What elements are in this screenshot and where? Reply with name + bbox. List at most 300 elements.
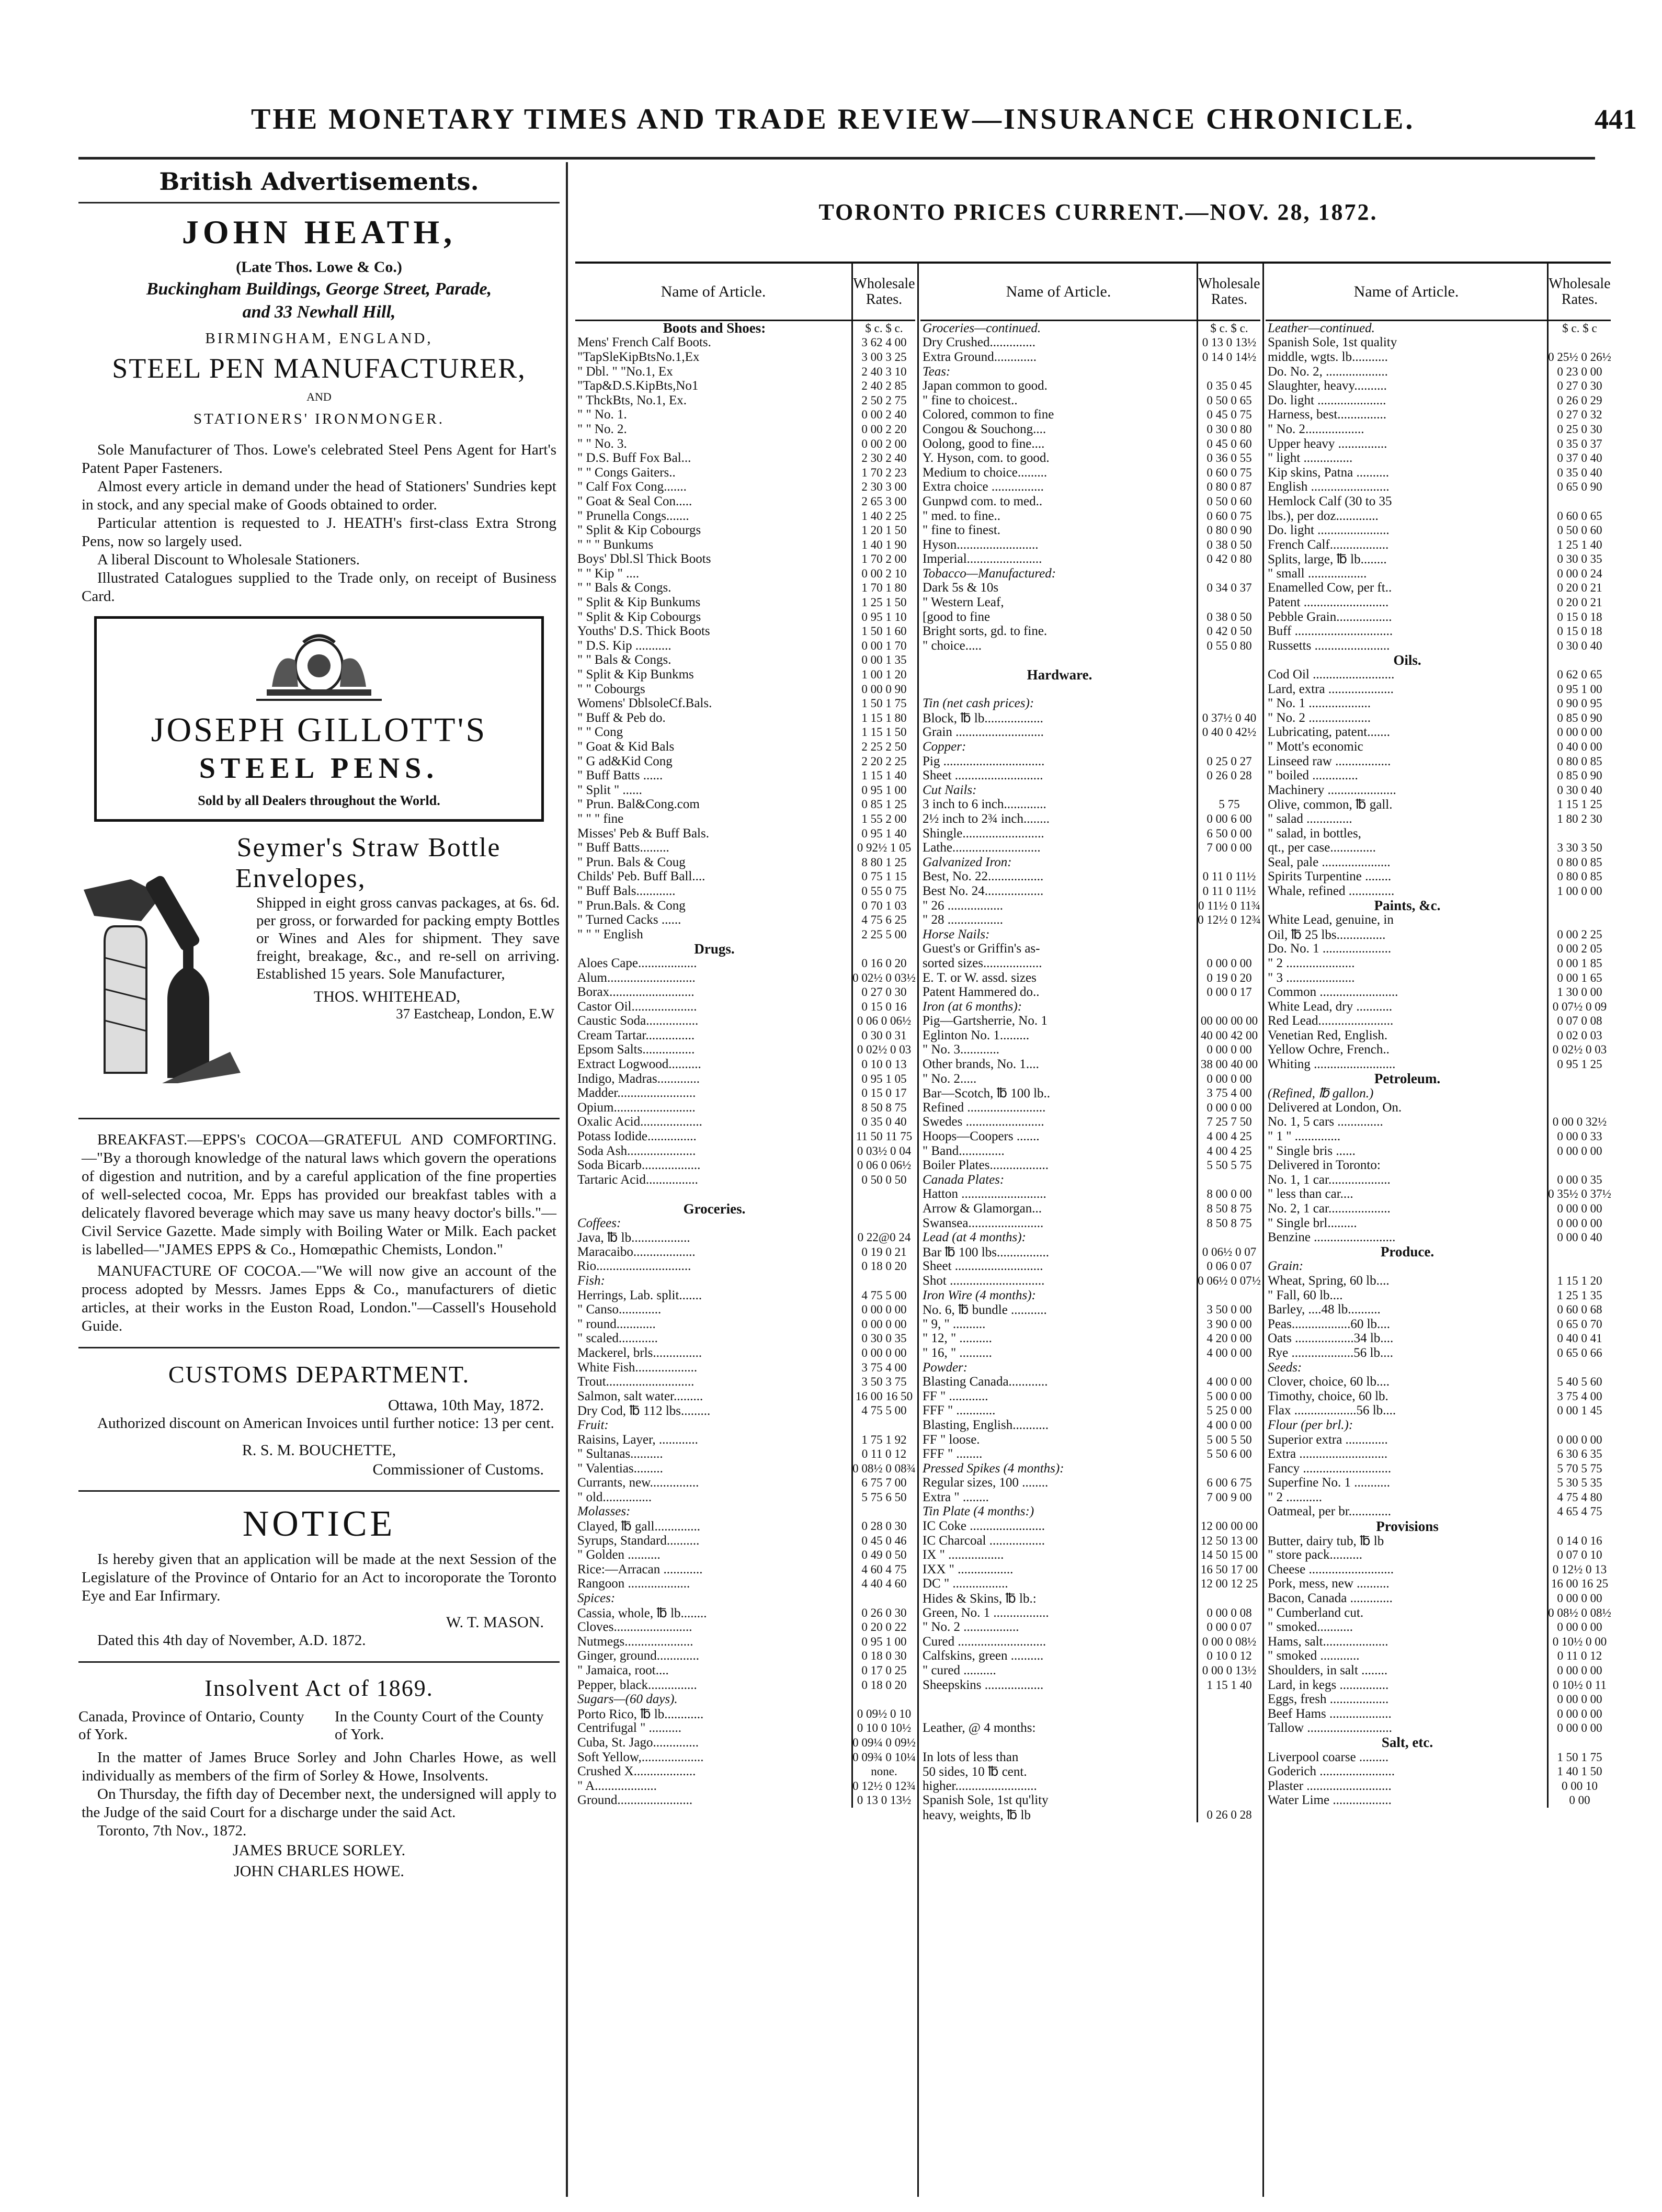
wholesale-rate: 2 25 2 50 xyxy=(851,740,915,754)
wholesale-rate: 0 62 0 65 xyxy=(1547,667,1611,682)
wholesale-rate xyxy=(1197,1288,1260,1303)
wholesale-rate xyxy=(1197,1794,1260,1808)
price-row xyxy=(920,696,1260,711)
customs-body: Authorized discount on American Invoices until further notice: 13 per cent. xyxy=(97,1415,554,1432)
wholesale-rate: 0 10½ 0 11 xyxy=(1547,1678,1611,1693)
wholesale-rate: 0 02½ 0 03 xyxy=(1547,1043,1611,1058)
article-name: " Sultanas.......... xyxy=(577,1447,663,1461)
article-name: Rice:—Arracan ............ xyxy=(577,1562,703,1576)
price-row xyxy=(1266,913,1611,927)
price-row xyxy=(1266,1707,1611,1721)
price-row xyxy=(1266,1216,1611,1231)
article-name: Extra " ........ xyxy=(923,1490,989,1504)
article-name: " " Cong xyxy=(577,725,623,740)
prices-column-1 xyxy=(575,264,915,2197)
price-row xyxy=(1266,1418,1611,1433)
wholesale-rate: 0 45 0 75 xyxy=(1197,408,1260,423)
article-name: Extra Ground............. xyxy=(923,349,1037,364)
article-name: Clayed, ℔ gall.............. xyxy=(577,1519,700,1534)
price-row xyxy=(920,1707,1260,1721)
column-header xyxy=(575,264,915,321)
wholesale-rate: 0 00 2 20 xyxy=(851,422,915,437)
article-name: " No. 2 ................. xyxy=(923,1620,1019,1635)
price-row xyxy=(1266,783,1611,798)
article-name: middle, wgts. lb........... xyxy=(1268,349,1388,364)
wholesale-rate: 0 00 0 00 xyxy=(1197,1072,1260,1086)
price-row xyxy=(575,422,915,437)
price-row xyxy=(575,1000,915,1014)
price-row xyxy=(1266,321,1611,336)
article-name: Ground....................... xyxy=(577,1793,693,1808)
price-row xyxy=(920,408,1260,423)
price-row xyxy=(575,985,915,1000)
wholesale-rate: 0 35 0 45 xyxy=(1197,379,1260,393)
price-row xyxy=(575,1548,915,1562)
price-row xyxy=(1266,393,1611,408)
price-row xyxy=(920,1490,1260,1505)
wholesale-rate: 0 20 0 21 xyxy=(1547,595,1611,610)
price-row xyxy=(1266,841,1611,855)
wholesale-rate: 0 37½ 0 40 xyxy=(1197,711,1260,725)
price-row xyxy=(575,783,915,798)
wholesale-rate xyxy=(1197,1000,1260,1014)
article-name: Eglinton No. 1......... xyxy=(923,1028,1030,1042)
wholesale-rate: 0 00 2 00 xyxy=(851,437,915,451)
price-row xyxy=(575,1620,915,1635)
price-row xyxy=(1266,1534,1611,1548)
wholesale-rate: 8 50 8 75 xyxy=(1197,1216,1260,1231)
wholesale-rate: 0 00 0 00 xyxy=(1547,1216,1611,1231)
wholesale-rate xyxy=(1197,1360,1260,1375)
wholesale-rate xyxy=(1197,1721,1260,1736)
column-rule xyxy=(566,162,568,2197)
wholesale-rate: 0 20 0 22 xyxy=(851,1620,915,1635)
article-name: Patent .......................... xyxy=(1268,595,1389,610)
article-name: Goderich ....................... xyxy=(1268,1764,1395,1779)
prices-section xyxy=(575,162,1621,2202)
article-name: " Prun. Bals & Coug xyxy=(577,855,686,869)
article-name: Pig—Gartsherrie, No. 1 xyxy=(923,1014,1048,1028)
wholesale-rate: 0 16 0 20 xyxy=(851,956,915,971)
wholesale-rate: 0 55 0 80 xyxy=(1197,639,1260,653)
price-row xyxy=(575,1144,915,1159)
price-row xyxy=(575,321,915,336)
article-name: " ThckBts, No.1, Ex. xyxy=(577,393,687,407)
wholesale-rate: 0 00 0 90 xyxy=(851,682,915,697)
article-name: Cod Oil ......................... xyxy=(1268,667,1395,682)
price-row xyxy=(575,1375,915,1389)
price-row xyxy=(920,1346,1260,1360)
wholesale-rate: 0 80 0 85 xyxy=(1547,870,1611,884)
article-name: Alum........................... xyxy=(577,970,696,985)
wholesale-rate: 4 60 4 75 xyxy=(851,1562,915,1577)
article-name: Seal, pale ..................... xyxy=(1268,855,1391,869)
price-row xyxy=(1266,1735,1611,1750)
article-name: Do. No. 2, ................... xyxy=(1268,364,1388,379)
wholesale-rate xyxy=(1547,1086,1611,1101)
price-row xyxy=(920,365,1260,379)
insolvent-title: Insolvent Act of 1869. xyxy=(204,1675,434,1701)
price-row xyxy=(920,1129,1260,1144)
wholesale-rate xyxy=(1547,1519,1611,1534)
price-row xyxy=(575,1115,915,1130)
article-name: Produce. xyxy=(1380,1244,1435,1260)
price-row xyxy=(1266,595,1611,610)
wholesale-rate: 0 07 0 08 xyxy=(1547,1014,1611,1029)
price-row xyxy=(1266,523,1611,538)
article-name: Plaster .......................... xyxy=(1268,1778,1392,1793)
wholesale-rate: 0 80 0 85 xyxy=(1547,754,1611,769)
prices-column-2 xyxy=(920,264,1260,2197)
article-name: " round............ xyxy=(577,1317,656,1331)
wholesale-rate: 1 40 2 25 xyxy=(851,509,915,524)
wholesale-rate: 0 42 0 50 xyxy=(1197,624,1260,639)
wholesale-rate: 0 19 0 20 xyxy=(1197,971,1260,985)
article-name: Pressed Spikes (4 months): xyxy=(923,1461,1064,1476)
wholesale-rate: $ c. $ c xyxy=(1547,321,1611,336)
price-row xyxy=(1266,1000,1611,1014)
article-name: Rye ...................56 lb.... xyxy=(1268,1345,1393,1360)
price-row xyxy=(575,1201,915,1216)
price-row xyxy=(575,884,915,899)
wholesale-rate: 0 95 1 05 xyxy=(851,1072,915,1086)
wholesale-rate: 0 17 0 25 xyxy=(851,1663,915,1678)
article-name: " Calf Fox Cong....... xyxy=(577,480,687,494)
price-row xyxy=(1266,812,1611,826)
price-row xyxy=(575,711,915,725)
price-row xyxy=(1266,1606,1611,1620)
wholesale-rate: 0 00 0 00 xyxy=(851,1317,915,1332)
article-name: " No. 2 ................... xyxy=(1268,710,1371,725)
wholesale-rate: 0 35½ 0 37½ xyxy=(1547,1187,1611,1202)
article-name: " less than car.... xyxy=(1268,1187,1353,1201)
gillott-product: STEEL PENS. xyxy=(199,752,439,785)
price-row xyxy=(575,1519,915,1534)
article-name: " D.S. Buff Fox Bal... xyxy=(577,451,691,466)
price-row xyxy=(575,1476,915,1491)
article-name: " " " fine xyxy=(577,811,624,826)
price-row xyxy=(920,1201,1260,1216)
article-name: " No. 1 ................... xyxy=(1268,696,1371,711)
wholesale-rate: 1 25 1 35 xyxy=(1547,1288,1611,1303)
article-name: " med. to fine.. xyxy=(923,508,1001,523)
wholesale-rate: 0 28 0 30 xyxy=(851,1519,915,1534)
wholesale-rate: 8 50 8 75 xyxy=(851,1101,915,1115)
price-row xyxy=(575,855,915,870)
wholesale-rate: 4 20 0 00 xyxy=(1197,1332,1260,1346)
article-name: Oxalic Acid................... xyxy=(577,1115,702,1129)
running-title: THE MONETARY TIMES AND TRADE REVIEW—INSURANCE CHRONICLE. xyxy=(251,103,1415,135)
article-name: Paints, &c. xyxy=(1374,898,1441,914)
wholesale-rate: 3 75 4 00 xyxy=(1547,1389,1611,1404)
epps-p1: BREAKFAST.—EPPS's COCOA—GRATEFUL AND COMFORTING.—"By a thorough knowledge of the natural laws which govern the operations of digestion and nutrition, and by a careful application of the fine properties of well-selected cocoa, Mr. Epps has provided our breakfast tables with a delicately flavored beverage which may save us many heavy doctor's bills."—Civil Service Gazette. Made simply with Boiling Water or Milk. Each packet is labelled—"JAMES EPPS & Co., Homœpathic Chemists, London." xyxy=(82,1131,556,1258)
article-name: Groceries. xyxy=(683,1200,746,1217)
price-row xyxy=(1266,1562,1611,1577)
price-row xyxy=(920,1764,1260,1779)
price-row xyxy=(920,1014,1260,1029)
wholesale-rate: 0 00 xyxy=(1547,1794,1611,1808)
price-row xyxy=(920,1418,1260,1433)
price-row xyxy=(1266,1519,1611,1534)
article-name: Leather, @ 4 months: xyxy=(923,1721,1036,1735)
wholesale-rate: 0 00 6 00 xyxy=(1197,812,1260,826)
article-name: Oil, ℔ 25 lbs............... xyxy=(1268,927,1386,942)
article-name: Salt, etc. xyxy=(1381,1734,1433,1751)
wholesale-rate: 0 65 0 70 xyxy=(1547,1317,1611,1332)
wholesale-rate: 0 50 0 65 xyxy=(1197,393,1260,408)
article-name: " Single bris ...... xyxy=(1268,1143,1356,1158)
price-row xyxy=(575,1245,915,1260)
price-row xyxy=(575,1274,915,1288)
price-row xyxy=(1266,1692,1611,1707)
article-name: Flour (per brl.): xyxy=(1268,1417,1353,1432)
header-rule xyxy=(78,157,1595,160)
price-row xyxy=(920,913,1260,927)
wholesale-rate: 0 00 0 00 xyxy=(1547,1591,1611,1606)
article-name: Mackerel, brls............... xyxy=(577,1345,702,1360)
wholesale-rate: 0 65 0 66 xyxy=(1547,1346,1611,1360)
article-name: " Goat & Seal Con..... xyxy=(577,494,692,508)
price-row xyxy=(1266,1505,1611,1519)
wholesale-rate: 0 00 0 00 xyxy=(1197,1043,1260,1058)
seymer-address: 37 Eastcheap, London, E.W xyxy=(396,1006,554,1022)
article-name: Tin Plate (4 months:) xyxy=(923,1504,1034,1519)
wholesale-rate: 0 26 0 28 xyxy=(1197,768,1260,783)
article-name: Tobacco—Manufactured: xyxy=(923,566,1056,581)
page-header xyxy=(251,88,1637,151)
article-name: Hatton .......................... xyxy=(923,1187,1046,1201)
article-name: Other brands, No. 1.... xyxy=(923,1057,1039,1072)
wholesale-rate: 0 30 0 40 xyxy=(1547,639,1611,653)
article-name: Java, ℔ lb.................. xyxy=(577,1231,690,1245)
article-name: Porto Rico, ℔ lb............ xyxy=(577,1707,704,1721)
article-name: "Tap&D.S.KipBts,No1 xyxy=(577,379,699,393)
article-name: Aloes Cape.................. xyxy=(577,956,697,970)
wholesale-rate: 0 27 0 32 xyxy=(1547,408,1611,423)
price-row xyxy=(920,610,1260,625)
price-row xyxy=(1266,1101,1611,1115)
wholesale-rate xyxy=(1197,1173,1260,1187)
wholesale-rate: 0 06½ 0 07 xyxy=(1197,1245,1260,1260)
wholesale-rate xyxy=(1547,899,1611,913)
heath-late: (Late Thos. Lowe & Co.) xyxy=(236,258,402,276)
heath-city: BIRMINGHAM, ENGLAND, xyxy=(205,330,433,347)
price-row xyxy=(920,1288,1260,1303)
price-row xyxy=(920,667,1260,682)
rates-header: Wholesale Rates. xyxy=(851,264,915,320)
price-row xyxy=(920,1317,1260,1332)
article-name: No. 6, ℔ bundle ........... xyxy=(923,1303,1047,1318)
article-name: French Calf.................. xyxy=(1268,537,1389,552)
price-row xyxy=(1266,1028,1611,1043)
price-row xyxy=(920,523,1260,538)
price-row xyxy=(1266,1389,1611,1404)
price-row xyxy=(575,1461,915,1476)
price-row xyxy=(1266,696,1611,711)
epps-p2: MANUFACTURE OF COCOA.—"We will now give an account of the process adopted by Messrs. James Epps & Co., manufacturers of dietic articles, at their works in the Euston Road, London."—Cassell's Household Guide. xyxy=(82,1263,556,1334)
price-row xyxy=(575,913,915,927)
price-row xyxy=(1266,884,1611,899)
wholesale-rate xyxy=(1197,927,1260,942)
price-row xyxy=(575,1764,915,1779)
price-row xyxy=(575,466,915,480)
wholesale-rate: 0 15 0 18 xyxy=(1547,610,1611,625)
wholesale-rate: 0 26 0 30 xyxy=(851,1606,915,1620)
price-row xyxy=(1266,1794,1611,1808)
wholesale-rate xyxy=(851,942,915,957)
wholesale-rate: 0 23 0 00 xyxy=(1547,365,1611,379)
price-row xyxy=(1266,379,1611,393)
article-name: Lead (at 4 months): xyxy=(923,1230,1026,1245)
wholesale-rate: 3 75 4 00 xyxy=(851,1360,915,1375)
wholesale-rate: 1 15 1 50 xyxy=(851,725,915,740)
wholesale-rate xyxy=(1197,1230,1260,1245)
price-row xyxy=(1266,1548,1611,1562)
article-name: Boys' Dbl.Sl Thick Boots xyxy=(577,552,711,566)
article-name: " scaled............ xyxy=(577,1331,658,1346)
article-name: " " Bals & Congs. xyxy=(577,581,671,595)
article-name: Patent Hammered do.. xyxy=(923,985,1040,1000)
wholesale-rate: 0 00 2 25 xyxy=(1547,927,1611,942)
article-name: Dry Crushed.............. xyxy=(923,335,1035,350)
price-row xyxy=(575,1591,915,1606)
wholesale-rate: 0 75 1 15 xyxy=(851,870,915,884)
wholesale-rate: 2 30 3 00 xyxy=(851,480,915,495)
article-name: Cream Tartar............... xyxy=(577,1028,695,1042)
price-row xyxy=(575,523,915,538)
price-row xyxy=(920,1606,1260,1620)
wholesale-rate: 0 10 0 13 xyxy=(851,1057,915,1072)
price-row xyxy=(575,1260,915,1274)
wholesale-rate: 4 65 4 75 xyxy=(1547,1505,1611,1519)
article-name: Y. Hyson, com. to good. xyxy=(923,451,1050,466)
price-row xyxy=(575,595,915,610)
article-name: Sugars—(60 days). xyxy=(577,1692,678,1707)
price-row xyxy=(575,1794,915,1808)
wholesale-rate: 0 95 1 00 xyxy=(851,783,915,798)
wholesale-rate xyxy=(851,1201,915,1216)
article-name: " 2 ..................... xyxy=(1268,956,1355,970)
wholesale-rate: 0 07½ 0 09 xyxy=(1547,1000,1611,1014)
wholesale-rate xyxy=(1547,336,1611,350)
wholesale-rate: 40 00 42 00 xyxy=(1197,1028,1260,1043)
wholesale-rate: 16 50 17 00 xyxy=(1197,1562,1260,1577)
wholesale-rate: 11 50 11 75 xyxy=(851,1129,915,1144)
article-name: " smoked ............ xyxy=(1268,1649,1360,1663)
wholesale-rate: 1 40 1 50 xyxy=(1547,1764,1611,1779)
article-name: Fruit: xyxy=(577,1417,609,1432)
price-row xyxy=(575,1562,915,1577)
wholesale-rate: 0 10½ 0 00 xyxy=(1547,1635,1611,1649)
customs-date: Ottawa, 10th May, 1872. xyxy=(388,1397,544,1414)
article-name: Youths' D.S. Thick Boots xyxy=(577,624,710,639)
price-row xyxy=(920,1649,1260,1664)
heath-name: JOHN HEATH, xyxy=(181,213,457,251)
wholesale-rate: 0 90 0 95 xyxy=(1547,696,1611,711)
article-name: Yellow Ochre, French.. xyxy=(1268,1042,1390,1057)
wholesale-rate: 0 50 0 50 xyxy=(851,1173,915,1187)
wholesale-rate: 5 50 6 00 xyxy=(1197,1447,1260,1461)
article-name: Hides & Skins, ℔ lb.: xyxy=(923,1592,1037,1606)
wholesale-rate: 0 10 0 12 xyxy=(1197,1649,1260,1664)
price-row xyxy=(920,711,1260,725)
divider xyxy=(78,1490,560,1492)
price-row xyxy=(575,1346,915,1360)
wholesale-rate: 0 06 0 07 xyxy=(1197,1260,1260,1274)
price-row xyxy=(1266,1086,1611,1101)
price-row xyxy=(920,437,1260,451)
price-row xyxy=(1266,798,1611,812)
price-row xyxy=(575,1043,915,1058)
wholesale-rate: 2 65 3 00 xyxy=(851,494,915,509)
price-row xyxy=(920,927,1260,942)
article-name: " No. 2.................. xyxy=(1268,422,1364,436)
article-name: Soda Ash..................... xyxy=(577,1143,696,1158)
wholesale-rate xyxy=(1197,1505,1260,1519)
price-row xyxy=(575,336,915,350)
price-row xyxy=(920,1620,1260,1635)
wholesale-rate: 0 00 0 00 xyxy=(1547,1201,1611,1216)
seymer-maker: THOS. WHITEHEAD, xyxy=(313,988,461,1005)
wholesale-rate: 0 00 2 10 xyxy=(851,566,915,581)
wholesale-rate: 0 30 0 31 xyxy=(851,1028,915,1043)
article-name: Linseed raw ................. xyxy=(1268,754,1391,768)
article-name: Salmon, salt water......... xyxy=(577,1389,703,1403)
price-row xyxy=(920,971,1260,985)
price-row xyxy=(1266,1014,1611,1029)
article-name: Extra ........................... xyxy=(1268,1447,1388,1461)
wholesale-rate: 2 50 2 75 xyxy=(851,393,915,408)
price-row xyxy=(1266,971,1611,985)
price-row xyxy=(1266,682,1611,697)
article-name: Refined ........................ xyxy=(923,1100,1046,1115)
price-row xyxy=(575,725,915,740)
wholesale-rate: 0 95 1 10 xyxy=(851,610,915,625)
wholesale-rate: 0 37 0 40 xyxy=(1547,451,1611,466)
price-row xyxy=(920,1534,1260,1548)
wholesale-rate: 0 30 0 40 xyxy=(1547,783,1611,798)
wholesale-rate: 0 55 0 75 xyxy=(851,884,915,899)
price-row xyxy=(920,956,1260,971)
wholesale-rate: 0 18 0 20 xyxy=(851,1678,915,1693)
wholesale-rate: 0 09¼ 0 09½ xyxy=(851,1735,915,1750)
wholesale-rate: 0 00 0 00 xyxy=(1547,725,1611,740)
price-row xyxy=(920,538,1260,552)
wholesale-rate: 5 00 0 00 xyxy=(1197,1389,1260,1404)
wholesale-rate: 0 38 0 50 xyxy=(1197,610,1260,625)
price-row xyxy=(920,1000,1260,1014)
gillott-name: JOSEPH GILLOTT'S xyxy=(151,711,487,749)
article-name: Spanish Sole, 1st quality xyxy=(1268,335,1397,350)
wholesale-rate xyxy=(1547,1360,1611,1375)
wholesale-rate: 0 12½ 0 13 xyxy=(1547,1562,1611,1577)
wholesale-rate: 12 00 00 00 xyxy=(1197,1519,1260,1534)
article-name: Blasting, English........... xyxy=(923,1417,1049,1432)
article-name: Leather—continued. xyxy=(1268,321,1375,335)
article-name: White Fish................... xyxy=(577,1360,698,1375)
wholesale-rate: 0 00 1 45 xyxy=(1547,1404,1611,1419)
price-row xyxy=(575,1057,915,1072)
price-row xyxy=(920,1245,1260,1260)
wholesale-rate: 0 03½ 0 04 xyxy=(851,1144,915,1159)
wholesale-rate: 6 75 7 00 xyxy=(851,1476,915,1491)
wholesale-rate: 0 80 0 90 xyxy=(1197,523,1260,538)
price-row xyxy=(575,610,915,625)
heath-p1: Sole Manufacturer of Thos. Lowe's celebrated Steel Pens Agent for Hart's Patent Paper Fasteners. xyxy=(82,441,556,477)
wholesale-rate: 3 30 3 50 xyxy=(1547,841,1611,855)
price-row xyxy=(920,1028,1260,1043)
price-row xyxy=(1266,826,1611,841)
